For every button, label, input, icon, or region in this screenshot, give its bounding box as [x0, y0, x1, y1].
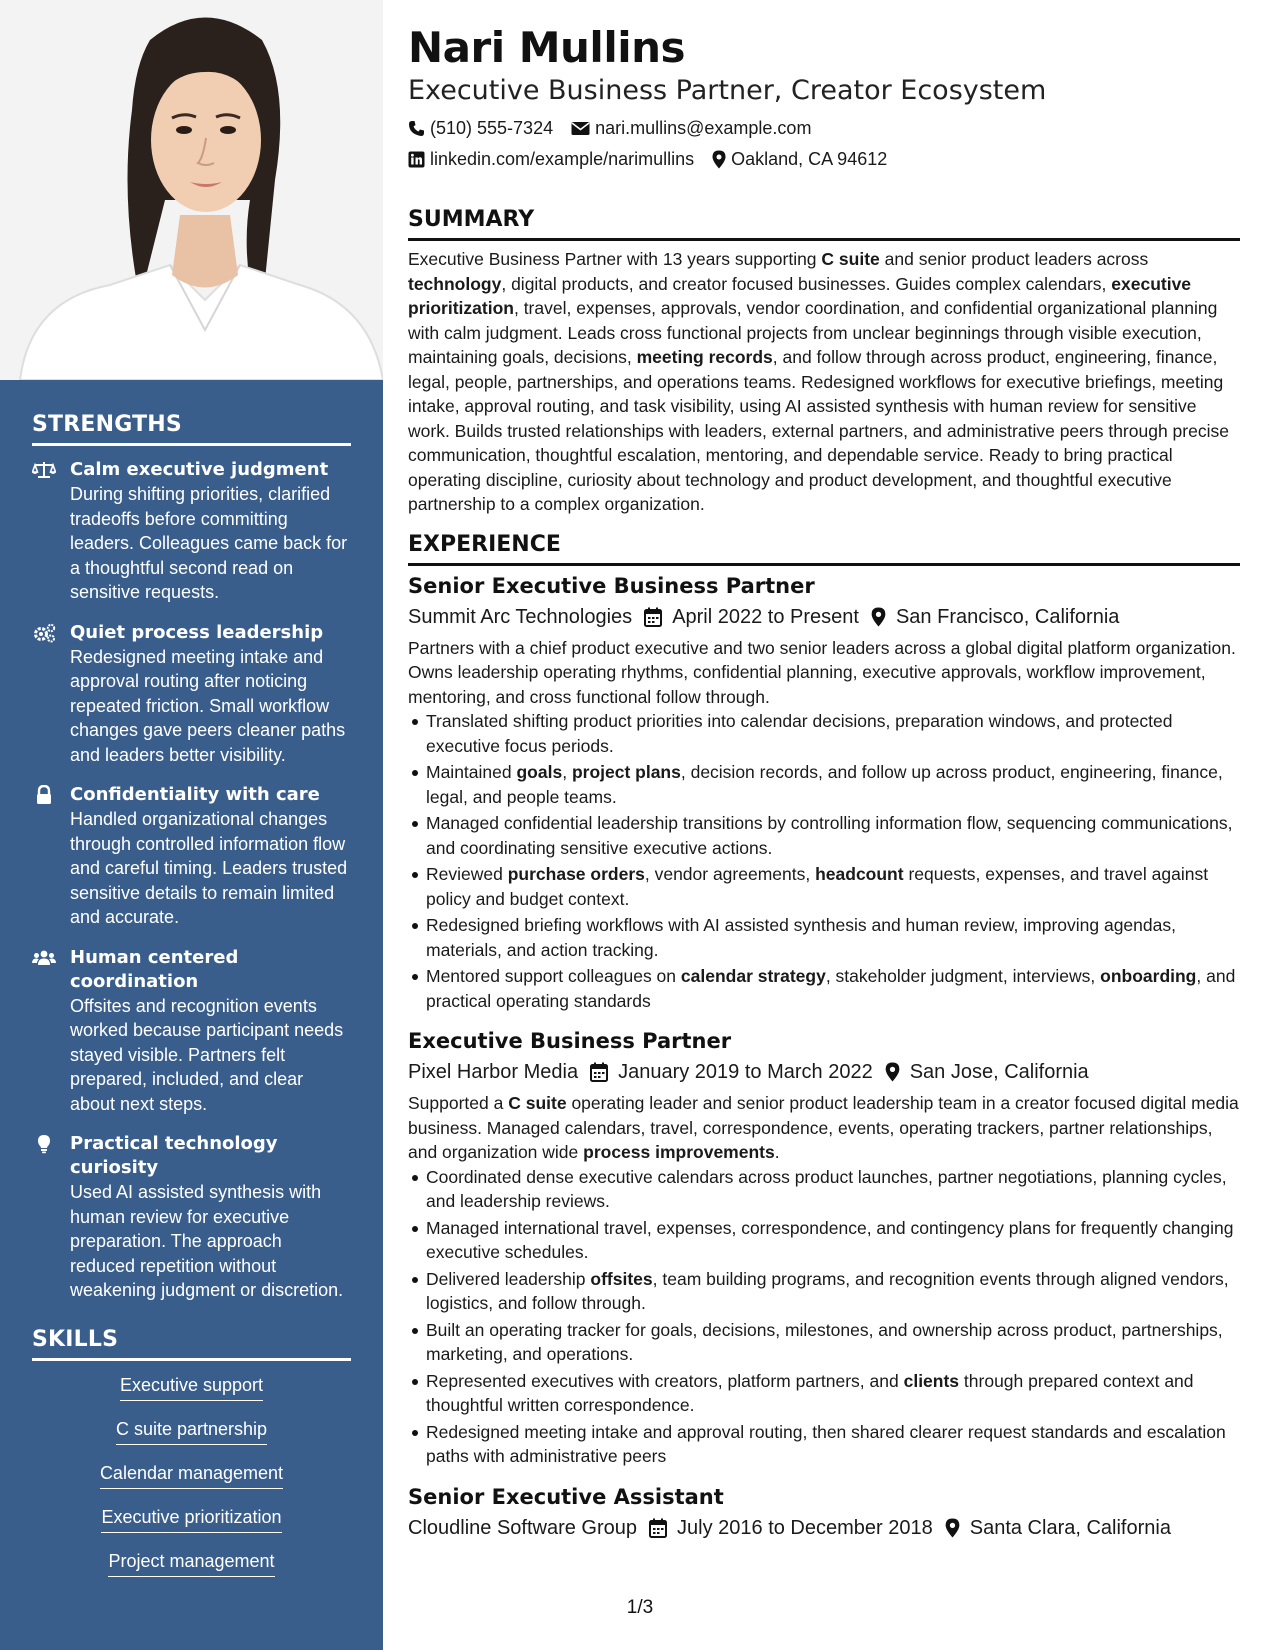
job-meta	[408, 604, 1240, 630]
linkedin-icon	[408, 151, 425, 168]
strength-title: Quiet process leadership	[70, 621, 324, 643]
text-run: ,	[562, 762, 572, 782]
lock-icon	[32, 785, 56, 805]
emphasis-text: offsites	[590, 1268, 653, 1289]
emphasis-text: process improvements	[583, 1142, 775, 1162]
job-entry	[408, 1483, 1240, 1541]
bullet-item	[426, 760, 1240, 809]
text-run: Executive Business Partner with 13 years supporting	[408, 249, 822, 269]
strength-item	[32, 621, 351, 768]
text-run: , vendor agreements,	[644, 864, 816, 884]
strength-item	[32, 458, 351, 605]
contact-location	[712, 148, 887, 170]
text-run: , travel, expenses, approvals, vendor coordination, and confidential organizational planning with calm judgment. Leads cross functional projects from unclear beginnings through visible execution, maintaining goals, decisions,	[408, 298, 1218, 367]
text-run: Maintained	[426, 762, 517, 782]
bullet-item	[426, 1369, 1240, 1418]
strength-title: Calm executive judgment	[70, 459, 329, 480]
calendar-icon	[590, 1062, 608, 1082]
emphasis-text: technology	[408, 273, 502, 294]
job-location: San Jose, California	[909, 1061, 1089, 1083]
text-run: Partners with a chief product executive and two senior leaders across a global digital platform organization. Owns leadership operating rhythms, confidential planning, executive approvals, workflow improvement, mentoring, and cross functional follow through.	[408, 637, 1236, 707]
text-run: Redesigned briefing workflows with AI assisted synthesis and human review, improving agendas, materials, and action tracking.	[426, 915, 1176, 960]
bullet-item	[426, 913, 1240, 962]
job-dates: January 2019 to March 2022	[618, 1061, 873, 1083]
company-name: Summit Arc Technologies	[408, 605, 633, 628]
map-pin-icon	[945, 1518, 960, 1538]
job-title: Senior Executive Business Partner	[408, 573, 815, 598]
strength-description: Used AI assisted synthesis with human review for executive preparation. The approach reduced repetition without weakening judgment or discretion.	[70, 1182, 344, 1300]
page-number: 1/3	[626, 1597, 654, 1618]
sidebar-content	[32, 412, 351, 1593]
bullet-item	[426, 1165, 1240, 1214]
envelope-icon	[571, 121, 590, 136]
bullet-item	[426, 862, 1240, 911]
profile-photo	[0, 0, 383, 380]
bullet-item	[426, 1216, 1240, 1265]
job-bullets	[408, 1165, 1240, 1469]
job-entry	[408, 1027, 1240, 1469]
job-dates: April 2022 to Present	[672, 605, 859, 628]
text-run: , stakeholder judgment, interviews,	[825, 966, 1101, 986]
emphasis-text: project plans	[571, 762, 681, 782]
users-icon	[32, 948, 56, 968]
text-run: Represented executives with creators, platform partners, and	[426, 1370, 904, 1391]
job-intro	[408, 1091, 1240, 1165]
candidate-name: Nari Mullins	[408, 23, 686, 72]
map-pin-icon	[885, 1062, 900, 1082]
text-run: , and follow through across product, engineering, finance, legal, people, partnerships, and operations teams. Redesigned workflows for executive briefings, meeting intake, approval routing, and task visibility, using AI assisted synthesis with human review for sensitive work. Builds trusted relationships with leaders, external partners, and administrative peers through precise communication, thoughtful escalation, mentoring, and dependable service. Ready to bring practical operating discipline, curiosity about technology and product development, and thoughtful executive partnership to a complex organization.	[408, 347, 1229, 514]
map-pin-icon	[871, 607, 886, 627]
email-text: nari.mullins@example.com	[595, 118, 812, 138]
emphasis-text: clients	[903, 1370, 960, 1391]
company-name: Pixel Harbor Media	[408, 1061, 579, 1083]
bullet-item	[426, 1318, 1240, 1367]
phone-icon	[408, 120, 425, 137]
strengths-heading: STRENGTHS	[32, 412, 351, 446]
text-run: through prepared context and thoughtful written correspondence.	[426, 1370, 1194, 1415]
job-title: Senior Executive Assistant	[408, 1484, 724, 1509]
skill-tag: Executive support	[120, 1373, 263, 1401]
skill-tag: Executive prioritization	[101, 1505, 281, 1533]
emphasis-text: C suite	[508, 1093, 567, 1113]
emphasis-text: onboarding	[1100, 966, 1197, 986]
company-name: Cloudline Software Group	[408, 1516, 638, 1539]
skill-tag: Project management	[108, 1549, 274, 1577]
bullet-item	[426, 709, 1240, 758]
job-dates: July 2016 to December 2018	[677, 1516, 933, 1539]
contact-row	[408, 148, 1240, 170]
bullet-item	[426, 964, 1240, 1013]
text-run: .	[774, 1142, 780, 1162]
job-intro	[408, 636, 1240, 710]
emphasis-text: executive prioritization	[408, 273, 1192, 318]
strength-description: During shifting priorities, clarified tradeoffs before committing leaders. Colleagues came back for a thoughtful second read on sensitive requests.	[70, 484, 348, 602]
strength-title: Human centered coordination	[70, 946, 239, 992]
text-run: , team building programs, and recognition events through aligned vendors, logistics, and follow through.	[426, 1268, 1229, 1313]
text-run: Supported a	[408, 1093, 509, 1113]
emphasis-text: C suite	[821, 249, 880, 269]
calendar-icon	[649, 1518, 667, 1538]
strength-description: Offsites and recognition events worked because participant needs stayed visible. Partners felt prepared, included, and clear about next steps.	[70, 995, 344, 1114]
calendar-icon	[644, 607, 662, 627]
emphasis-text: meeting records	[636, 347, 773, 367]
job-bullets	[408, 709, 1240, 1013]
portrait-illustration	[0, 0, 383, 380]
emphasis-text: purchase orders	[507, 864, 645, 884]
location-text: Oakland, CA 94612	[731, 149, 888, 169]
job-meta	[408, 1059, 1240, 1085]
text-run: requests, expenses, and travel against policy and budget context.	[426, 864, 1209, 909]
gears-icon	[32, 623, 56, 643]
summary-heading: SUMMARY	[408, 206, 1240, 241]
strength-item	[32, 1132, 351, 1303]
summary-text	[408, 247, 1240, 517]
job-meta	[408, 1515, 1240, 1541]
job-location: San Francisco, California	[895, 605, 1120, 628]
phone-text: (510) 555-7324	[430, 118, 554, 138]
job-entry	[408, 572, 1240, 1014]
text-run: Redesigned meeting intake and approval routing, then shared clearer request standards and escalation paths with administrative peers	[426, 1421, 1226, 1466]
linkedin-text: linkedin.com/example/narimullins	[430, 149, 695, 169]
text-run: Delivered leadership	[426, 1268, 591, 1289]
bullet-item	[426, 1267, 1240, 1316]
skills-heading: SKILLS	[32, 1327, 351, 1361]
emphasis-text: calendar strategy	[680, 966, 826, 986]
text-run: , decision records, and follow up across product, engineering, finance, legal, and people teams.	[426, 762, 1223, 807]
text-run: , and practical operating standards	[426, 966, 1236, 1011]
text-run: Managed confidential leadership transitions by controlling information flow, sequencing communications, and coordinating sensitive executive actions.	[426, 813, 1233, 858]
lightbulb-icon	[32, 1134, 56, 1154]
strength-title: Practical technology curiosity	[70, 1133, 278, 1178]
strength-description: Handled organizational changes through controlled information flow and careful timing. Leaders trusted sensitive details to remain limited and accurate.	[70, 809, 348, 927]
contact-linkedin[interactable]	[408, 148, 694, 170]
text-run: Translated shifting product priorities into calendar decisions, preparation windows, and protected executive focus periods.	[426, 711, 1173, 756]
skill-tag: Calendar management	[100, 1461, 283, 1489]
bullet-item	[426, 811, 1240, 860]
job-location: Santa Clara, California	[969, 1516, 1171, 1539]
emphasis-text: headcount	[815, 864, 904, 884]
skill-tag: C suite partnership	[116, 1417, 267, 1445]
contact-email[interactable]	[571, 117, 811, 139]
emphasis-text: goals	[516, 762, 563, 782]
scale-icon	[32, 460, 56, 480]
text-run: and senior product leaders across	[879, 249, 1149, 269]
experience-heading: EXPERIENCE	[408, 531, 1240, 566]
strength-description: Redesigned meeting intake and approval routing after noticing repeated friction. Small workflow changes gave peers cleaner paths and leaders better visibility.	[70, 646, 346, 765]
main-column	[408, 22, 1240, 1555]
job-title: Executive Business Partner	[408, 1029, 732, 1053]
text-run: Built an operating tracker for goals, decisions, milestones, and ownership across product, partnerships, marketing, and operations.	[426, 1319, 1223, 1364]
text-run: Coordinated dense executive calendars across product launches, partner negotiations, planning cycles, and leadership reviews.	[426, 1166, 1227, 1211]
text-run: operating leader and senior product leadership team in a creator focused digital media business. Managed calendars, travel, correspondence, events, operating trackers, partner relationships, and organization wide	[408, 1093, 1239, 1162]
candidate-role: Executive Business Partner, Creator Ecosystem	[408, 75, 1047, 106]
text-run: Reviewed	[426, 864, 508, 884]
strength-item	[32, 783, 351, 930]
sidebar	[0, 0, 383, 1650]
text-run: Mentored support colleagues on	[426, 966, 681, 986]
contact-phone[interactable]	[408, 117, 553, 139]
strength-title: Confidentiality with care	[70, 784, 320, 805]
map-pin-icon	[712, 150, 726, 169]
bullet-item	[426, 1420, 1240, 1469]
text-run: Managed international travel, expenses, correspondence, and contingency plans for frequently changing executive schedules.	[426, 1217, 1234, 1262]
strength-item	[32, 946, 351, 1117]
contact-row	[408, 117, 1240, 139]
text-run: , digital products, and creator focused businesses. Guides complex calendars,	[501, 273, 1112, 294]
